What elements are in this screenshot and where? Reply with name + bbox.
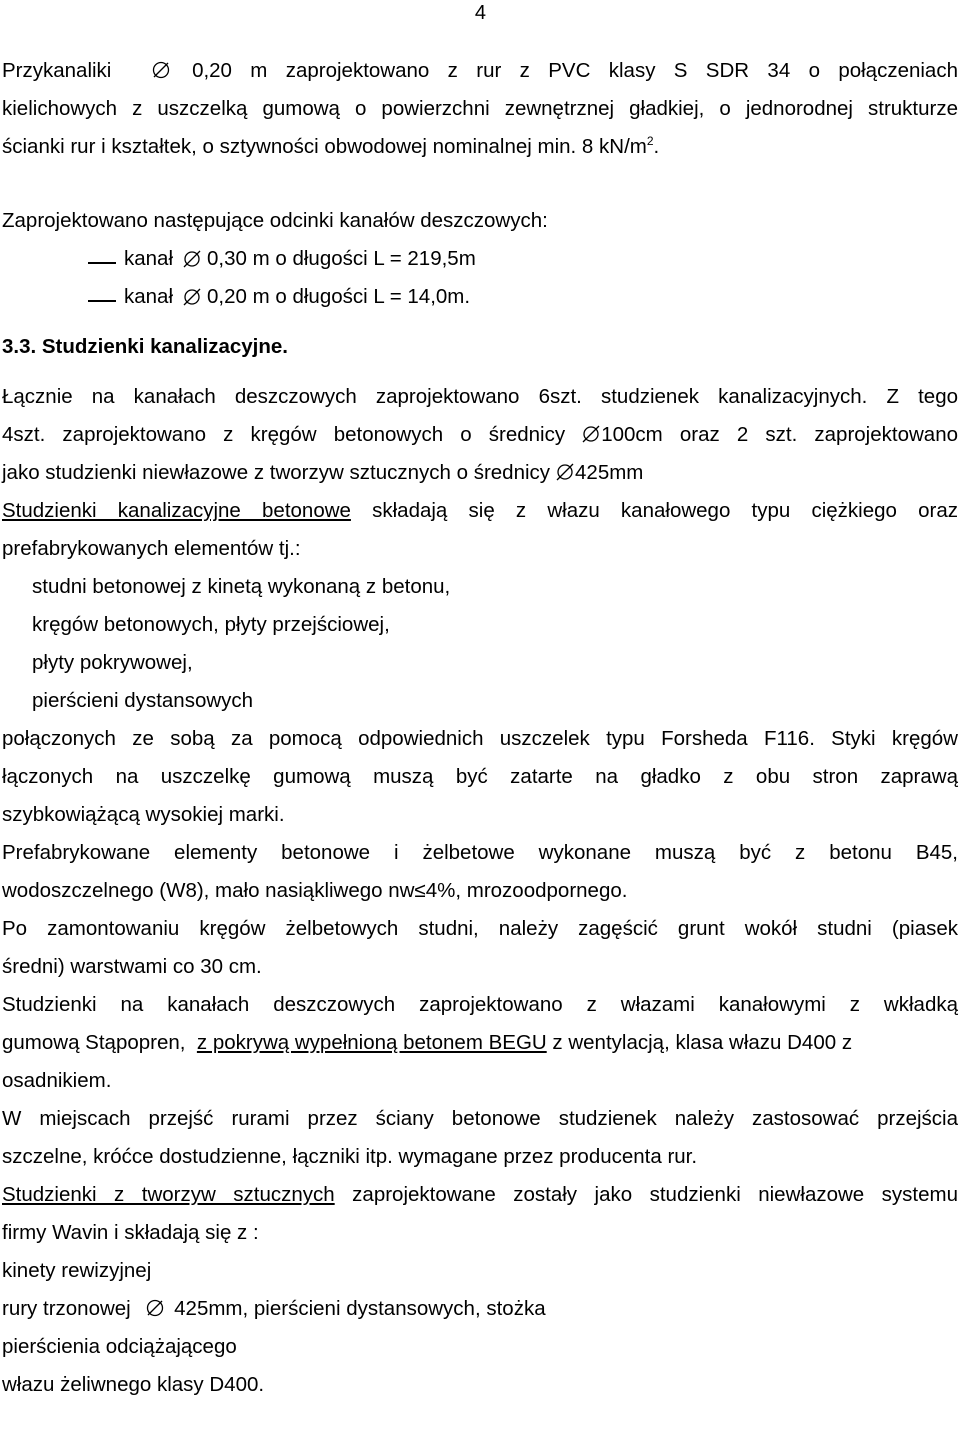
text-segment	[582, 423, 958, 446]
underlined-text: Studzienki z tworzyw sztucznych	[2, 1183, 335, 1206]
list-item	[2, 278, 958, 316]
text-segment: z wentylacją, klasa włazu D400 z	[552, 1031, 853, 1054]
paragraph-tworzywa	[2, 1176, 958, 1404]
text-line: kinety rewizyjnej	[2, 1259, 152, 1282]
text-segment: gumową Stąpopren,	[2, 1031, 186, 1054]
text-line: Zaprojektowano następujące odcinki kanałów deszczowych:	[2, 209, 548, 232]
text-line	[2, 128, 958, 166]
text-segment: .	[653, 135, 660, 158]
diameter-symbol-icon	[582, 425, 600, 443]
text-segment: rury trzonowej	[2, 1297, 131, 1320]
text-line	[2, 454, 958, 492]
text-line	[2, 872, 958, 910]
text-line	[2, 1176, 958, 1214]
text-segment: kanał	[124, 285, 174, 308]
text-line: Prefabrykowane elementy betonowe i żelbetowe wykonane muszą być z betonu B45,	[2, 841, 958, 864]
text-line: średni) warstwami co 30 cm.	[2, 955, 262, 978]
text-line: Po zamontowaniu kręgów żelbetowych studni, należy zagęścić grunt wokół studni (piasek	[2, 917, 958, 940]
text-line: osadnikiem.	[2, 1069, 112, 1092]
text-line	[2, 1024, 958, 1062]
text-segment: kanał	[124, 247, 174, 270]
text-line: włazu żeliwnego klasy D400.	[2, 1373, 265, 1396]
text-segment: ścianki rur i kształtek, o sztywności obwodowej nominalnej min. 8 kN/m	[2, 135, 647, 158]
diameter-symbol-icon	[183, 250, 201, 268]
text-line: W miejscach przejść rurami przez ściany betonowe studzienek należy zastosować przejścia	[2, 1107, 958, 1130]
text-line: łączonych na uszczelkę gumową muszą być zatarte na gładko z obu stron zaprawą	[2, 765, 958, 788]
text-line: szczelne, króćce dostudzienne, łączniki itp. wymagane przez producenta rur.	[2, 1145, 698, 1168]
list-item: kręgów betonowych, płyty przejściowej,	[32, 613, 390, 636]
text-segment: 4szt. zaprojektowano z kręgów betonowych o średnicy	[2, 423, 566, 446]
text-line: kielichowych z uszczelką gumową o powierzchni zewnętrznej gładkiej, o jednorodnej strukturze	[2, 97, 958, 120]
text-segment: 100cm oraz 2 szt. zaprojektowano	[601, 423, 958, 446]
less-equal-symbol: ≤	[414, 879, 426, 902]
text-segment: 0,20 m o długości L = 14,0m.	[207, 285, 471, 308]
section-heading: 3.3. Studzienki kanalizacyjne.	[2, 335, 288, 358]
list-item: studni betonowej z kinetą wykonaną z betonu,	[32, 575, 451, 598]
text-segment: 0,20 m zaprojektowano z rur z PVC klasy S SDR 34 o połączeniach	[192, 59, 958, 82]
text-segment: składają się z włazu kanałowego typu ciężkiego oraz	[372, 499, 958, 522]
text-segment: 4%, mrozoodpornego.	[425, 879, 628, 902]
paragraph-prefabrykowane	[2, 834, 958, 910]
superscript: 2	[646, 134, 654, 149]
list-item: płyty pokrywowej,	[32, 651, 193, 674]
text-segment: 425mm, pierścieni dystansowych, stożka	[174, 1297, 546, 1320]
diameter-symbol-icon	[152, 61, 170, 79]
diameter-symbol-icon	[183, 288, 201, 306]
paragraph-przejscia	[2, 1100, 958, 1176]
dash-bullet-icon	[88, 262, 116, 264]
list-item	[2, 240, 958, 278]
text-segment: jako studzienki niewłazowe z tworzyw sztucznych o średnicy	[2, 461, 551, 484]
paragraph-przykanaliki	[2, 52, 958, 166]
page-number: 4	[474, 2, 486, 24]
paragraph-odcinki	[2, 202, 958, 316]
underlined-text: z pokrywą wypełnioną betonem BEGU	[196, 1031, 547, 1054]
diameter-symbol-icon	[146, 1299, 164, 1317]
text-line: połączonych ze sobą za pomocą odpowiednich uszczelek typu Forsheda F116. Styki kręgów	[2, 727, 958, 750]
text-segment: 425mm	[575, 461, 644, 484]
text-segment: zaprojektowane zostały jako studzienki niewłazowe systemu	[352, 1183, 958, 1206]
paragraph-skladaja	[2, 492, 958, 834]
underlined-text: Studzienki kanalizacyjne betonowe	[2, 499, 351, 522]
paragraph-zamontowaniu	[2, 910, 958, 986]
document-body	[2, 52, 958, 1404]
text-line: szybkowiążącą wysokiej marki.	[2, 803, 285, 826]
dash-bullet-icon	[88, 300, 116, 302]
text-line: Łącznie na kanałach deszczowych zaprojektowano 6szt. studzienek kanalizacyjnych. Z tego	[2, 385, 958, 408]
text-segment: Przykanaliki	[2, 59, 112, 82]
text-line: prefabrykowanych elementów tj.:	[2, 537, 301, 560]
list-item: pierścieni dystansowych	[32, 689, 254, 712]
text-line	[2, 416, 958, 454]
paragraph-lacznie	[2, 378, 958, 492]
text-line: pierścienia odciążającego	[2, 1335, 237, 1358]
text-segment: 0,30 m o długości L = 219,5m	[207, 247, 476, 270]
paragraph-wlazy	[2, 986, 958, 1100]
text-segment: wodoszczelnego (W8), mało nasiąkliwego nw	[2, 879, 415, 902]
diameter-symbol-icon	[556, 463, 574, 481]
text-line: firmy Wavin i składają się z :	[2, 1221, 259, 1244]
text-line	[2, 492, 958, 530]
text-line	[2, 52, 958, 90]
text-line	[2, 1290, 958, 1328]
text-line: Studzienki na kanałach deszczowych zaprojektowano z włazami kanałowymi z wkładką	[2, 993, 958, 1016]
